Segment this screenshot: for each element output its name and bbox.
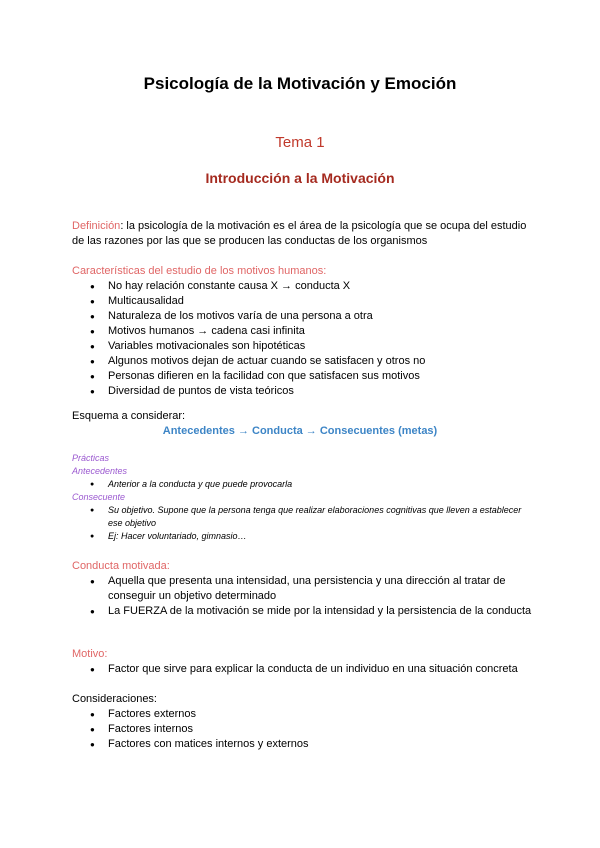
conducta-heading: Conducta motivada: (72, 560, 170, 572)
esquema-label: Esquema a considerar: (72, 410, 186, 422)
document-title: Psicología de la Motivación y Emoción (143, 74, 457, 93)
caracteristicas-heading: Características del estudio de los motivos humanos: (72, 265, 327, 277)
list-item: ● Factor que sirve para explicar la conducta de un individuo en una situación concreta (72, 662, 532, 677)
tema-heading: Tema 1 (275, 134, 325, 151)
consideraciones-list (72, 707, 532, 752)
list-item: ● Personas difieren en la facilidad con que satisfacen sus motivos (72, 369, 532, 384)
list-item: ● Factores externos (72, 707, 532, 722)
consideraciones-section (72, 692, 532, 752)
chapter-subtitle: Introducción a la Motivación (205, 170, 395, 186)
definicion-text: : la psicología de la motivación es el área de la psicología que se ocupa del estudio de las razones por las que se producen las conductas de los organismos (72, 220, 527, 247)
motivo-list (72, 662, 532, 677)
practicas-heading: Prácticas (72, 453, 110, 463)
caracteristicas-list (72, 279, 532, 399)
list-item: ● Su objetivo. Supone que la persona tenga que realizar elaboraciones cognitivas que lleven a establecer ese objetivo (72, 504, 532, 530)
list-item: ● Factores con matices internos y externos (72, 737, 532, 752)
list-item: ● Algunos motivos dejan de actuar cuando se satisfacen y otros no (72, 354, 532, 369)
list-item: ● Motivos humanos → cadena casi infinita (72, 324, 532, 339)
caracteristicas-section (72, 264, 532, 399)
list-item: ● Variables motivacionales son hipotéticas (72, 339, 532, 354)
list-item: ● Ej: Hacer voluntariado, gimnasio… (72, 530, 532, 543)
consideraciones-heading: Consideraciones: (72, 693, 157, 705)
antecedentes-label: Antecedentes (72, 466, 128, 476)
motivo-section (72, 647, 532, 677)
list-item: ● La FUERZA de la motivación se mide por la intensidad y la persistencia de la conducta (72, 604, 532, 619)
list-item: ● Aquella que presenta una intensidad, una persistencia y una dirección al tratar de conseguir un objetivo determinado (72, 574, 532, 604)
definicion-paragraph (72, 219, 532, 249)
consecuente-label: Consecuente (72, 492, 126, 502)
list-item: ● Naturaleza de los motivos varía de una persona a otra (72, 309, 532, 324)
list-item: ● Multicausalidad (72, 294, 532, 309)
consecuente-list (72, 504, 532, 543)
list-item: ● Factores internos (72, 722, 532, 737)
conducta-section (72, 559, 532, 619)
esquema-line: Antecedentes → Conducta → Consecuentes (metas) (162, 425, 438, 437)
practicas-section (72, 452, 532, 543)
list-item: ● No hay relación constante causa X → conducta X (72, 279, 532, 294)
definicion-label: Definición (72, 220, 121, 232)
list-item: ● Diversidad de puntos de vista teóricos (72, 384, 532, 399)
conducta-list (72, 574, 532, 619)
motivo-heading: Motivo: (72, 648, 108, 660)
list-item: ● Anterior a la conducta y que puede provocarla (72, 478, 532, 491)
antecedentes-list (72, 478, 532, 491)
